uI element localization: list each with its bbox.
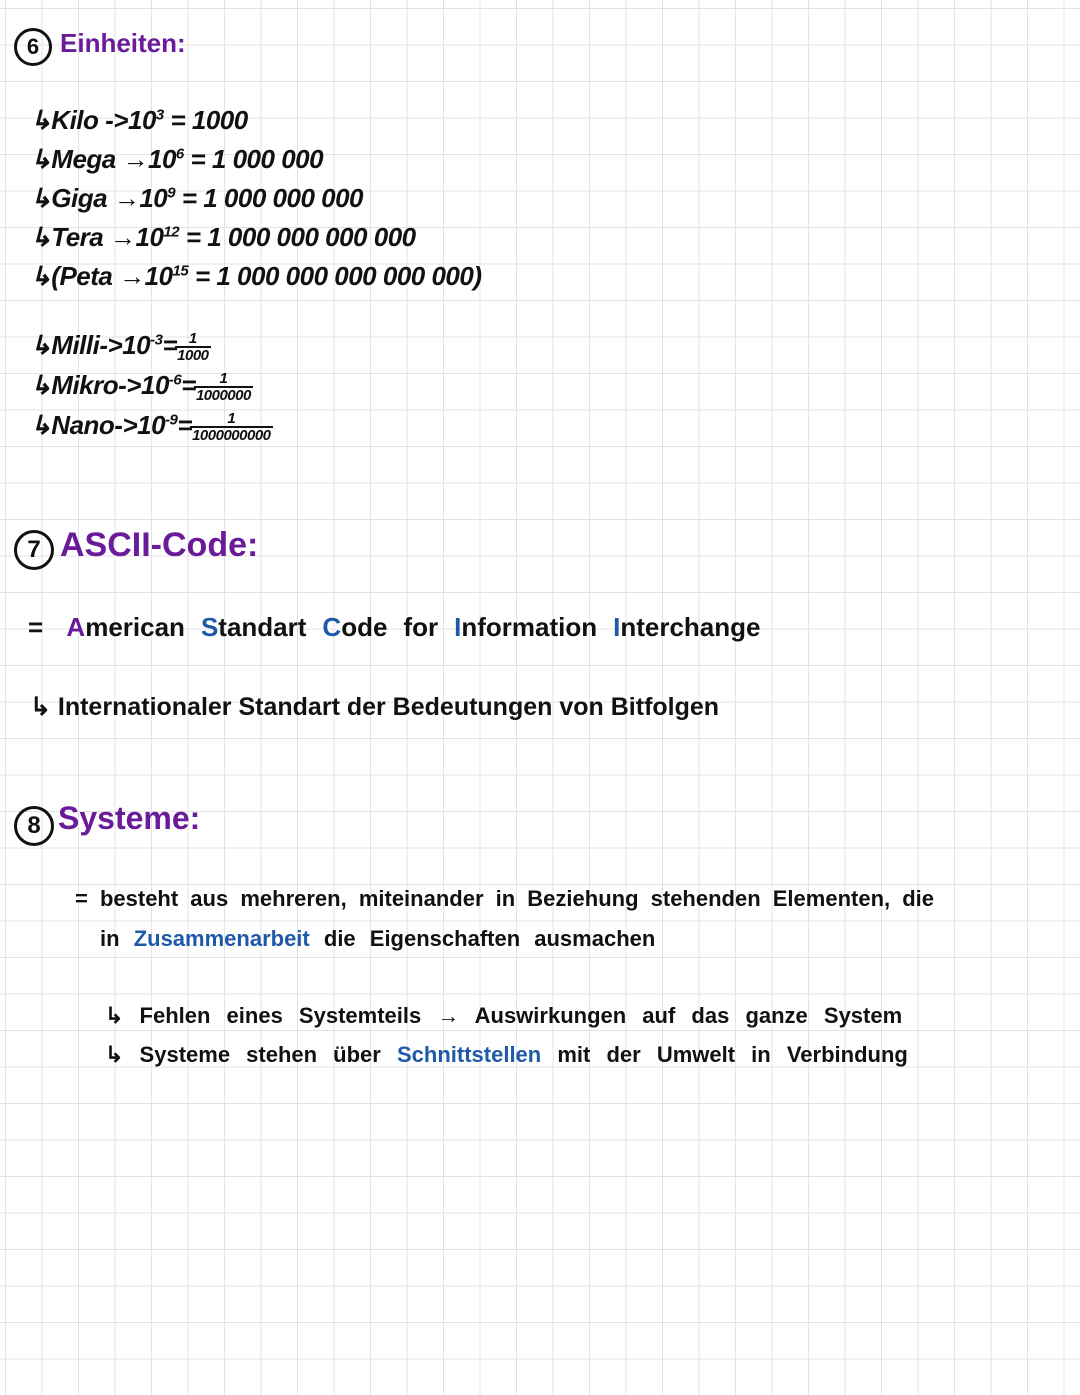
systeme-bullet-1: ↳ Fehlen eines Systemteils → Auswirkungen auf das ganze System [105, 1003, 903, 1028]
unit-prefix: Mega [51, 144, 116, 174]
unit-fraction [177, 331, 208, 363]
arrow-icon: ↳ [30, 222, 52, 252]
section-heading-systeme: Systeme: [58, 800, 201, 836]
unit-row [30, 222, 416, 253]
unit-prefix: Nano [51, 410, 115, 440]
unit-prefix: Mikro [51, 370, 119, 400]
section-number-badge: 7 [14, 530, 54, 570]
text: in [100, 926, 120, 951]
unit-exponent: 6 [175, 145, 184, 163]
fraction-numerator: 1 [175, 331, 210, 348]
word-initial: C [322, 612, 342, 642]
unit-exponent: 9 [167, 184, 176, 202]
word-initial: I [454, 612, 462, 642]
ascii-note: ↳ Internationaler Standart der Bedeutungen von Bitfolgen [30, 693, 720, 721]
text: mit der Umwelt in Verbindung [557, 1042, 908, 1067]
arrow-icon: -> [105, 105, 128, 135]
unit-base: 10 [140, 370, 169, 400]
unit-row: $↳Mikro->10^{-6}=$ $\frac{1}{1000000}$ [30, 370, 251, 405]
arrow-icon: → [119, 261, 145, 291]
ascii-word [403, 612, 438, 642]
unit-value: = 1 000 000 [190, 144, 324, 174]
word-rest: nformation [461, 612, 598, 642]
word-initial: S [200, 612, 219, 642]
ascii-word [66, 612, 185, 642]
unit-row [30, 144, 323, 175]
unit-fraction [196, 371, 251, 403]
text: ↳ Systeme stehen über [105, 1042, 381, 1067]
unit-value: = 1 000 000 000 [181, 183, 364, 213]
fraction-denominator: 1000000 [195, 387, 251, 405]
arrow-icon: → [110, 222, 136, 252]
ascii-definition [28, 612, 760, 643]
arrow-icon: ↳ [30, 105, 52, 135]
section-heading-ascii: ASCII-Code: [60, 526, 259, 564]
unit-row [30, 183, 363, 214]
arrow-icon: -> [118, 370, 141, 400]
word-initial: I [613, 612, 621, 642]
unit-base: 10 [137, 410, 166, 440]
equals-sign: = [28, 612, 44, 642]
unit-exponent: 12 [163, 223, 180, 241]
arrow-icon: -> [114, 410, 138, 440]
arrow-icon: ↳ [30, 183, 52, 213]
unit-prefix: Giga [51, 183, 108, 213]
unit-exponent: -3 [150, 331, 163, 349]
word-rest: nterchange [620, 612, 761, 642]
unit-value: = 1000 [170, 105, 248, 135]
unit-prefix: Kilo [51, 105, 99, 135]
highlight-schnittstellen: Schnittstellen [396, 1042, 542, 1067]
unit-prefix: (Peta [51, 261, 113, 291]
word-initial: A [66, 612, 86, 642]
arrow-icon: ↳ [30, 330, 52, 360]
fraction-denominator: 1000 [177, 347, 209, 365]
ascii-word [322, 612, 387, 642]
section-number-badge: 8 [14, 806, 54, 846]
unit-base: 10 [148, 144, 176, 174]
unit-value: = 1 000 000 000 000 000) [194, 261, 482, 291]
systeme-definition-line2 [100, 926, 655, 952]
ascii-word [454, 612, 597, 642]
section-number-badge: 6 [14, 28, 52, 66]
arrow-icon: → [122, 144, 148, 174]
highlight-zusammenarbeit: Zusammenarbeit [133, 926, 310, 951]
fraction-numerator: 1 [194, 371, 253, 388]
section-heading-einheiten: Einheiten: [60, 28, 186, 58]
unit-row: $↳Nano->10^{-9}=$ $\frac{1}{1000000000}$ [30, 410, 271, 445]
fraction-numerator: 1 [190, 411, 272, 428]
unit-row [30, 261, 482, 292]
fraction-denominator: 1000000000 [192, 427, 271, 445]
arrow-icon: → [113, 183, 140, 213]
unit-prefix: Tera [51, 222, 104, 252]
unit-prefix: Milli [51, 330, 100, 360]
unit-base: 10 [135, 222, 164, 252]
unit-exponent: 15 [172, 262, 189, 280]
unit-base: 10 [127, 105, 156, 135]
unit-base: 10 [122, 330, 151, 360]
unit-exponent: 3 [155, 106, 164, 124]
unit-base: 10 [144, 261, 173, 291]
arrow-icon: -> [99, 330, 123, 360]
arrow-icon: ↳ [30, 410, 52, 440]
systeme-definition-line1: = besteht aus mehreren, miteinander in Beziehung stehenden Elementen, die [75, 886, 935, 911]
word-rest: for [403, 612, 439, 642]
word-rest: ode [341, 612, 388, 642]
unit-base: 10 [139, 183, 168, 213]
unit-row: $↳Milli->10^{-3}=$ $\frac{1}{1000}$ [30, 330, 209, 365]
unit-fraction [192, 411, 270, 443]
unit-value: = 1 000 000 000 000 [185, 222, 416, 252]
ascii-word [201, 612, 306, 642]
arrow-icon: ↳ [30, 261, 52, 291]
unit-exponent: -9 [165, 411, 178, 429]
unit-row [30, 105, 248, 136]
systeme-bullet-2 [105, 1042, 908, 1068]
unit-exponent: -6 [168, 371, 182, 389]
arrow-icon: ↳ [30, 370, 52, 400]
text: die Eigenschaften ausmachen [323, 926, 656, 951]
word-rest: tandart [218, 612, 307, 642]
word-rest: merican [85, 612, 185, 642]
ascii-word [613, 612, 760, 642]
arrow-icon: ↳ [30, 144, 52, 174]
